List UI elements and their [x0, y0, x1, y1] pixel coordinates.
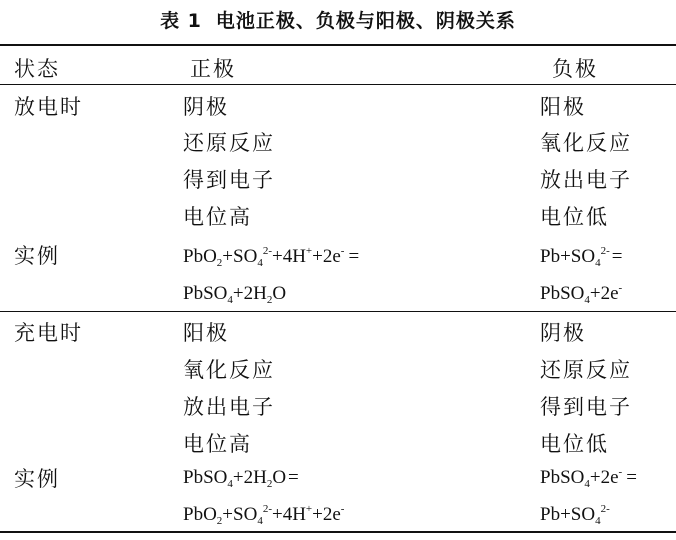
- discharge-positive-electron: 得到电子: [183, 168, 275, 192]
- discharge-example-label: 实例: [14, 244, 60, 268]
- table-top-rule: [0, 44, 676, 46]
- table-title: 电池正极、负极与阳极、阴极关系: [215, 10, 516, 32]
- discharge-state-label: 放电时: [14, 95, 83, 119]
- charge-positive-electron: 放出电子: [183, 395, 275, 419]
- charge-negative-electrode: 阴极: [540, 321, 586, 345]
- discharge-positive-equation-line1: $PbO_2+SO_4^{2-}+4H^++2e^-$ =: [183, 245, 360, 269]
- charge-negative-equation-line1: PbSO$_4$+2e- =: [540, 466, 637, 490]
- discharge-negative-equation-line2: PbSO$_4$+2e-: [540, 282, 623, 306]
- discharge-negative-electron: 放出电子: [540, 168, 632, 192]
- charge-negative-potential: 电位低: [540, 432, 609, 456]
- charge-negative-reaction: 还原反应: [540, 358, 632, 382]
- table-caption: [0, 6, 676, 33]
- charge-positive-reaction: 氧化反应: [183, 358, 275, 382]
- header-state: 状态: [14, 57, 60, 81]
- charge-example-label: 实例: [14, 467, 60, 491]
- header-negative: 负极: [552, 57, 598, 81]
- charge-positive-potential: 电位高: [183, 432, 252, 456]
- discharge-negative-equation-line1: $Pb+SO_4^{2-}$ =: [540, 245, 623, 269]
- discharge-positive-potential: 电位高: [183, 205, 252, 229]
- charge-positive-electrode: 阳极: [183, 321, 229, 345]
- discharge-positive-equation-line2: $PbSO_4+2H_2O$: [183, 283, 287, 306]
- header-positive: 正极: [190, 57, 236, 81]
- charge-negative-electron: 得到电子: [540, 395, 632, 419]
- charge-state-label: 充电时: [14, 321, 83, 345]
- discharge-negative-electrode: 阳极: [540, 95, 586, 119]
- table-bottom-rule: [0, 531, 676, 533]
- discharge-positive-reaction: 还原反应: [183, 131, 275, 155]
- charge-negative-equation-line2: $Pb+SO_4^{2-}$: [540, 503, 610, 527]
- charge-positive-equation-line1: $PbSO_4+2H_2O$ =: [183, 467, 299, 490]
- table-number: 表 1: [160, 10, 202, 32]
- header-rule: [0, 84, 676, 85]
- charge-positive-equation-line2: $PbO_2+SO_4^{2-}+4H^++2e^-$: [183, 503, 345, 527]
- section-separator-rule: [0, 311, 676, 312]
- discharge-negative-potential: 电位低: [540, 205, 609, 229]
- discharge-positive-electrode: 阴极: [183, 95, 229, 119]
- discharge-negative-reaction: 氧化反应: [540, 131, 632, 155]
